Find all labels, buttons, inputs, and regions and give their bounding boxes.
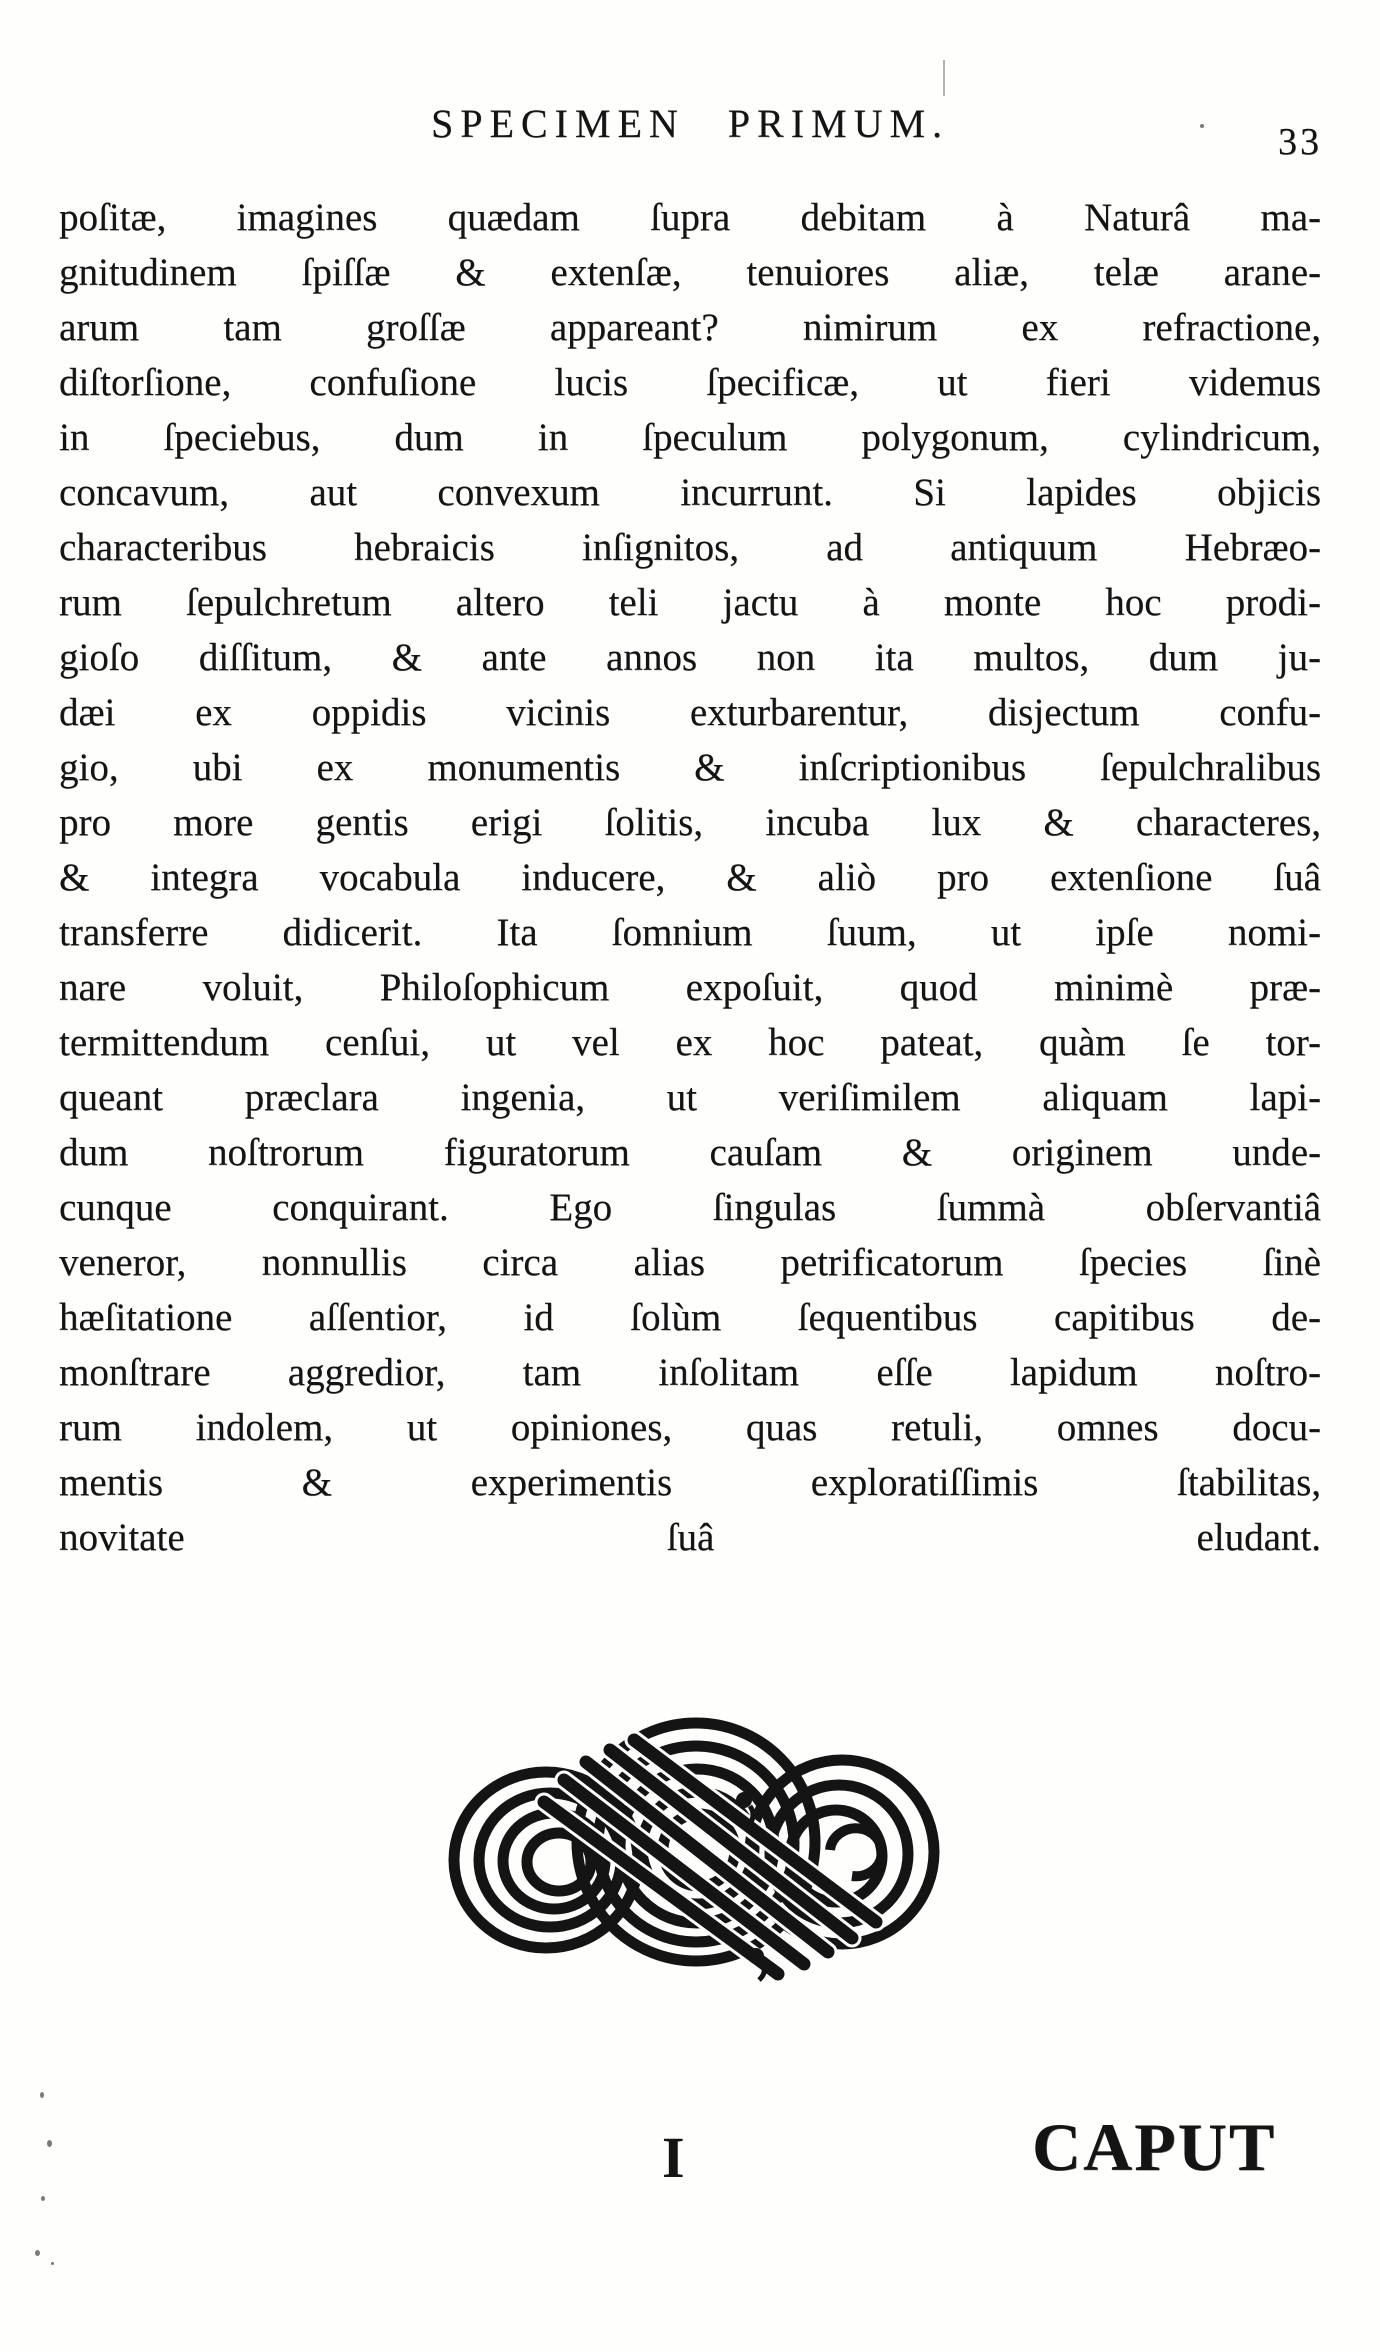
- body-text-line: diſtorſione, confuſione lucis ſpecificæ, ut fieri videmus: [59, 361, 1321, 404]
- body-text-line: veneror, nonnullis circa alias petrificatorum ſpecies ſinè: [59, 1241, 1321, 1284]
- body-text-line: rum ſepulchretum altero teli jactu à monte hoc prodi-: [59, 581, 1321, 624]
- catchword: CAPUT: [1032, 2109, 1277, 2185]
- body-text-line: transferre didicerit. Ita ſomnium ſuum, ut ipſe nomi-: [59, 911, 1321, 954]
- body-text-line: rum indolem, ut opiniones, quas retuli, omnes docu-: [59, 1406, 1321, 1449]
- scan-speckle: [40, 2092, 44, 2098]
- scan-speckle: [35, 2250, 40, 2256]
- body-text-line: cunque conquirant. Ego ſingulas ſummà obſervantiâ: [59, 1186, 1321, 1229]
- body-text-line: & integra vocabula inducere, & aliò pro extenſione ſuâ: [59, 856, 1321, 899]
- body-text-line: gio, ubi ex monumentis & inſcriptionibus ſepulchralibus: [59, 746, 1321, 789]
- body-text-line: dum noſtrorum figuratorum cauſam & originem unde-: [59, 1131, 1321, 1174]
- body-text-line: concavum, aut convexum incurrunt. Si lapides objicis: [59, 471, 1321, 514]
- scan-scratch: [943, 60, 945, 96]
- scan-speckle: [51, 2262, 54, 2265]
- body-text-line: gnitudinem ſpiſſæ & extenſæ, tenuiores aliæ, telæ arane-: [59, 251, 1321, 294]
- body-text-block: [59, 190, 1321, 1565]
- signature-mark: I: [662, 2125, 685, 2190]
- running-head-title: SPECIMEN PRIMUM.: [430, 101, 950, 146]
- page-number: 33: [1278, 121, 1322, 163]
- scan-speckle: [41, 2196, 45, 2201]
- body-text-line: nare voluit, Philoſophicum expoſuit, quod minimè præ-: [59, 966, 1321, 1009]
- body-text-line: characteribus hebraicis inſignitos, ad antiquum Hebræo-: [59, 526, 1321, 569]
- body-text-line: hæſitatione aſſentior, id ſolùm ſequentibus capitibus de-: [59, 1296, 1321, 1339]
- closing-text-line: novitate ſuâ eludant.: [59, 1516, 1321, 1559]
- scan-speckle: [1200, 124, 1204, 128]
- closing-text-line: mentis & experimentis exploratiſſimis ſtabilitas,: [59, 1461, 1321, 1504]
- body-text-line: in ſpeciebus, dum in ſpeculum polygonum, cylindricum,: [59, 416, 1321, 459]
- printers-flourish-ornament: [438, 1700, 948, 1990]
- body-text-line: dæi ex oppidis vicinis exturbarentur, disjectum confu-: [59, 691, 1321, 734]
- body-text-line: pro more gentis erigi ſolitis, incuba lux & characteres,: [59, 801, 1321, 844]
- body-text-line: poſitæ, imagines quædam ſupra debitam à Naturâ ma-: [59, 196, 1321, 239]
- scan-speckle: [47, 2140, 52, 2147]
- body-text-line: termittendum cenſui, ut vel ex hoc pateat, quàm ſe tor-: [59, 1021, 1321, 1064]
- body-text-line: arum tam groſſæ appareant? nimirum ex refractione,: [59, 306, 1321, 349]
- body-text-line: queant præclara ingenia, ut veriſimilem aliquam lapi-: [59, 1076, 1321, 1119]
- body-text-line: monſtrare aggredior, tam inſolitam eſſe lapidum noſtro-: [59, 1351, 1321, 1394]
- body-text-line: gioſo diſſitum, & ante annos non ita multos, dum ju-: [59, 636, 1321, 679]
